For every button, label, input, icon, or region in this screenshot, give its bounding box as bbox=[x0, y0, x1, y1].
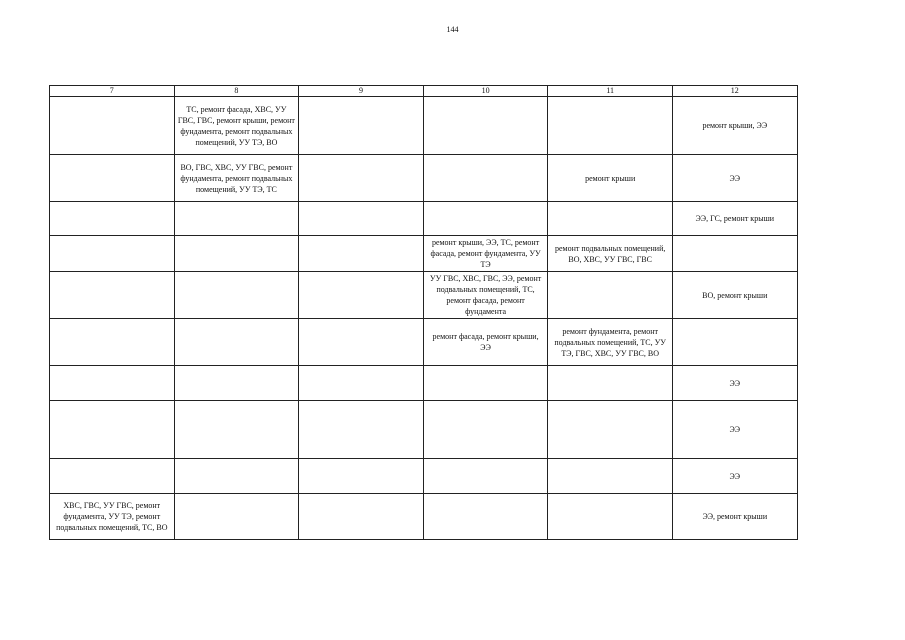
table-cell bbox=[299, 494, 424, 540]
table-cell bbox=[50, 366, 175, 401]
table-cell bbox=[548, 202, 673, 236]
table-cell: ВО, ГВС, ХВС, УУ ГВС, ремонт фундамента, ремонт подвальных помещений, УУ ТЭ, ТС bbox=[174, 155, 299, 202]
table-cell bbox=[423, 494, 548, 540]
table-row bbox=[50, 459, 798, 494]
table-cell bbox=[299, 459, 424, 494]
table-cell bbox=[174, 401, 299, 459]
table-row bbox=[50, 272, 798, 319]
table-cell: ремонт крыши, ЭЭ bbox=[672, 97, 797, 155]
column-header: 11 bbox=[548, 86, 673, 97]
table-cell bbox=[299, 401, 424, 459]
table-cell bbox=[299, 97, 424, 155]
table-cell bbox=[423, 366, 548, 401]
table-cell: ЭЭ bbox=[672, 366, 797, 401]
table-cell: ТС, ремонт фасада, ХВС, УУ ГВС, ГВС, ремонт крыши, ремонт фундамента, ремонт подвальных помещений, УУ ТЭ, ВО bbox=[174, 97, 299, 155]
table-cell bbox=[50, 236, 175, 272]
table-cell bbox=[423, 401, 548, 459]
table-cell: ЭЭ bbox=[672, 401, 797, 459]
table-row bbox=[50, 155, 798, 202]
table-cell: ЭЭ bbox=[672, 155, 797, 202]
table-row bbox=[50, 97, 798, 155]
table-row bbox=[50, 366, 798, 401]
table-cell: ремонт крыши bbox=[548, 155, 673, 202]
table-cell bbox=[423, 202, 548, 236]
table-cell bbox=[174, 494, 299, 540]
table-cell bbox=[423, 155, 548, 202]
table-row bbox=[50, 401, 798, 459]
table-cell bbox=[299, 319, 424, 366]
table-cell bbox=[548, 272, 673, 319]
table-cell bbox=[299, 202, 424, 236]
table-cell bbox=[299, 272, 424, 319]
column-header: 10 bbox=[423, 86, 548, 97]
table-cell bbox=[50, 401, 175, 459]
table-cell bbox=[50, 155, 175, 202]
data-table bbox=[49, 85, 798, 540]
table-row bbox=[50, 319, 798, 366]
table-cell: ремонт фасада, ремонт крыши, ЭЭ bbox=[423, 319, 548, 366]
table-cell bbox=[299, 366, 424, 401]
table-cell: ЭЭ bbox=[672, 459, 797, 494]
table-cell bbox=[548, 459, 673, 494]
table-cell bbox=[50, 459, 175, 494]
table-cell bbox=[174, 459, 299, 494]
table-cell bbox=[548, 494, 673, 540]
column-header: 12 bbox=[672, 86, 797, 97]
column-header: 8 bbox=[174, 86, 299, 97]
table-cell: ремонт фундамента, ремонт подвальных помещений, ТС, УУ ТЭ, ГВС, ХВС, УУ ГВС, ВО bbox=[548, 319, 673, 366]
table-cell bbox=[174, 236, 299, 272]
table-cell: ЭЭ, ГС, ремонт крыши bbox=[672, 202, 797, 236]
column-header: 9 bbox=[299, 86, 424, 97]
table-cell bbox=[423, 459, 548, 494]
table-cell bbox=[672, 319, 797, 366]
table-cell bbox=[50, 319, 175, 366]
table-cell bbox=[548, 97, 673, 155]
table-cell bbox=[50, 97, 175, 155]
table-cell bbox=[174, 366, 299, 401]
table-cell bbox=[174, 202, 299, 236]
table-row bbox=[50, 236, 798, 272]
table-row bbox=[50, 202, 798, 236]
column-header: 7 bbox=[50, 86, 175, 97]
table-cell bbox=[299, 236, 424, 272]
table-cell: ремонт подвальных помещений, ВО, ХВС, УУ ГВС, ГВС bbox=[548, 236, 673, 272]
table-cell bbox=[548, 366, 673, 401]
table-cell bbox=[50, 202, 175, 236]
table-cell: ЭЭ, ремонт крыши bbox=[672, 494, 797, 540]
table-cell bbox=[423, 97, 548, 155]
table-cell: ХВС, ГВС, УУ ГВС, ремонт фундамента, УУ ТЭ, ремонт подвальных помещений, ТС, ВО bbox=[50, 494, 175, 540]
table-cell bbox=[50, 272, 175, 319]
table-cell: ремонт крыши, ЭЭ, ТС, ремонт фасада, ремонт фундамента, УУ ТЭ bbox=[423, 236, 548, 272]
page-number: 144 bbox=[446, 25, 459, 34]
table-cell: УУ ГВС, ХВС, ГВС, ЭЭ, ремонт подвальных помещений, ТС, ремонт фасада, ремонт фундамента bbox=[423, 272, 548, 319]
table-cell bbox=[299, 155, 424, 202]
table-cell: ВО, ремонт крыши bbox=[672, 272, 797, 319]
table-row bbox=[50, 494, 798, 540]
table-cell bbox=[174, 319, 299, 366]
table-cell bbox=[548, 401, 673, 459]
table-header-row bbox=[50, 86, 798, 97]
table-cell bbox=[174, 272, 299, 319]
table-cell bbox=[672, 236, 797, 272]
